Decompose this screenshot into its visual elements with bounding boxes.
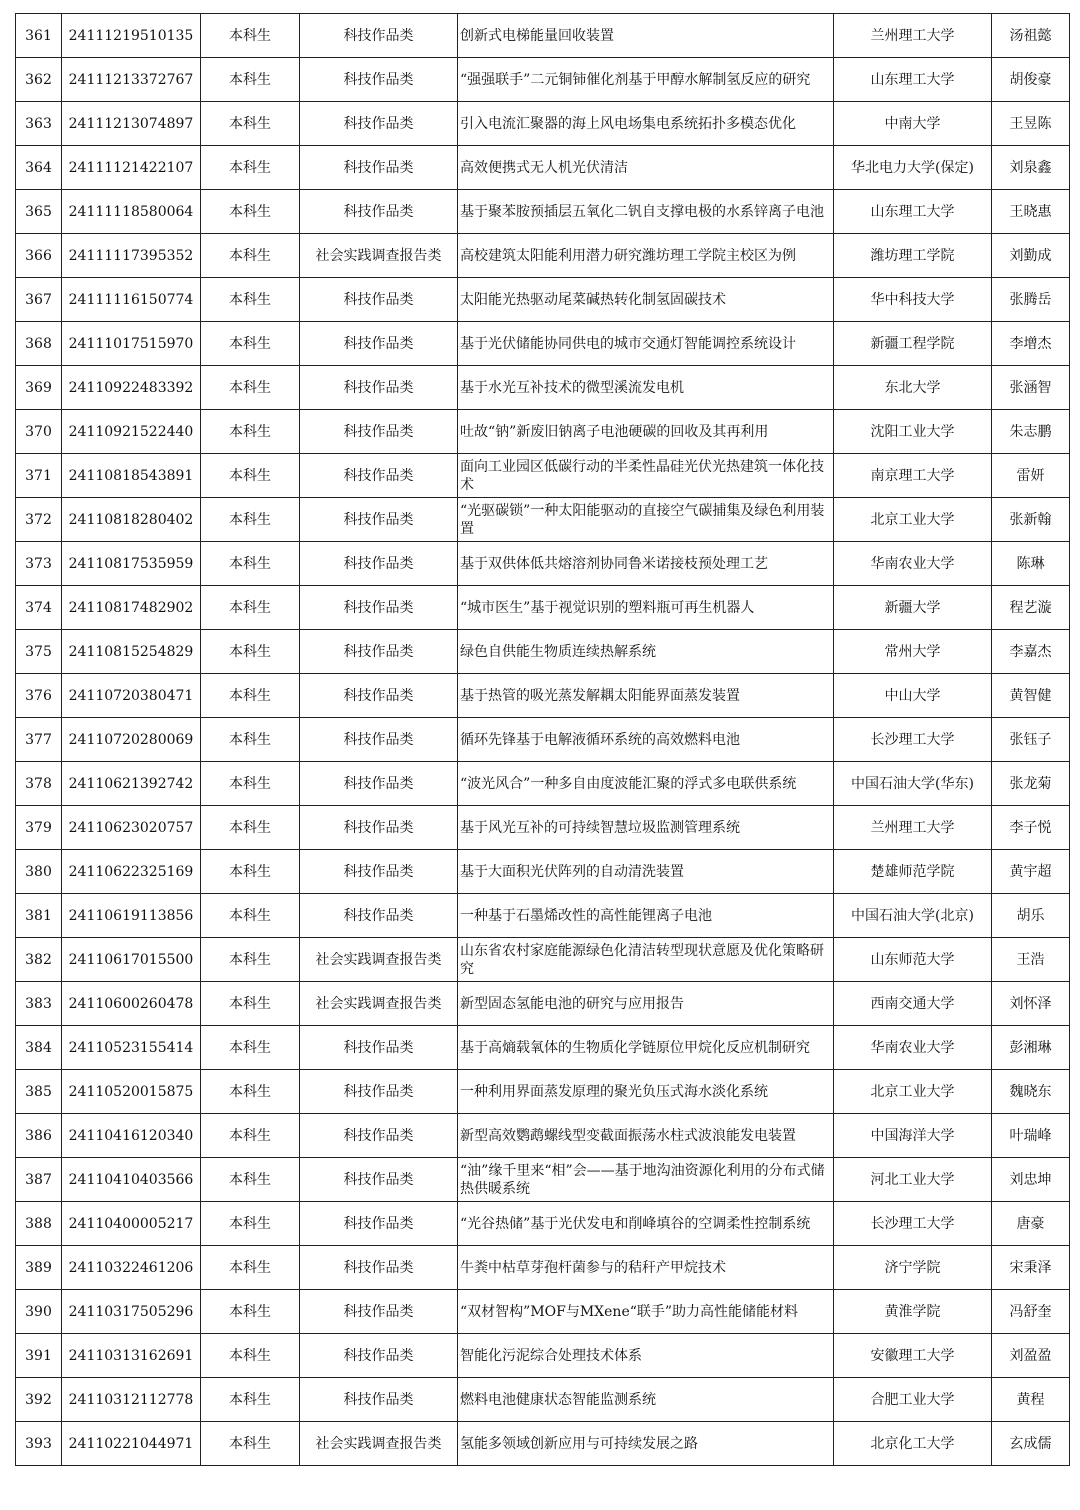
project-id-cell: 24110623020757 <box>62 806 201 850</box>
leader-name-cell: 唐豪 <box>992 1202 1070 1246</box>
project-id-cell: 24110317505296 <box>62 1290 201 1334</box>
table-row <box>16 1290 1070 1334</box>
student-level-cell: 本科生 <box>201 1114 300 1158</box>
category-cell: 科技作品类 <box>300 102 458 146</box>
category-cell: 科技作品类 <box>300 366 458 410</box>
school-cell: 华南农业大学 <box>834 1026 992 1070</box>
student-level-cell: 本科生 <box>201 1070 300 1114</box>
project-id-cell: 24111118580064 <box>62 190 201 234</box>
school-cell: 中国石油大学(北京) <box>834 894 992 938</box>
leader-name-cell: 王晓惠 <box>992 190 1070 234</box>
project-id-cell: 24110922483392 <box>62 366 201 410</box>
row-number-cell: 374 <box>16 586 62 630</box>
school-cell: 北京工业大学 <box>834 1070 992 1114</box>
leader-name-cell: 玄成儒 <box>992 1422 1070 1466</box>
category-cell: 科技作品类 <box>300 586 458 630</box>
table-row <box>16 630 1070 674</box>
leader-name-cell: 刘勤成 <box>992 234 1070 278</box>
student-level-cell: 本科生 <box>201 718 300 762</box>
row-number-cell: 365 <box>16 190 62 234</box>
table-row <box>16 102 1070 146</box>
leader-name-cell: 王浩 <box>992 938 1070 982</box>
project-id-cell: 24110221044971 <box>62 1422 201 1466</box>
project-id-cell: 24111116150774 <box>62 278 201 322</box>
school-cell: 山东理工大学 <box>834 58 992 102</box>
project-id-cell: 24110815254829 <box>62 630 201 674</box>
leader-name-cell: 刘盈盈 <box>992 1334 1070 1378</box>
project-id-cell: 24110410403566 <box>62 1158 201 1202</box>
school-cell: 安徽理工大学 <box>834 1334 992 1378</box>
school-cell: 兰州理工大学 <box>834 806 992 850</box>
category-cell: 科技作品类 <box>300 410 458 454</box>
row-number-cell: 364 <box>16 146 62 190</box>
category-cell: 科技作品类 <box>300 1202 458 1246</box>
leader-name-cell: 黄宇超 <box>992 850 1070 894</box>
leader-name-cell: 李子悦 <box>992 806 1070 850</box>
student-level-cell: 本科生 <box>201 366 300 410</box>
project-id-cell: 24110818543891 <box>62 454 201 498</box>
category-cell: 科技作品类 <box>300 14 458 58</box>
table-row <box>16 1246 1070 1290</box>
project-title-cell: “强强联手”二元铜铈催化剂基于甲醇水解制氢反应的研究 <box>458 58 834 102</box>
table-row <box>16 674 1070 718</box>
project-title-cell: 基于风光互补的可持续智慧垃圾监测管理系统 <box>458 806 834 850</box>
row-number-cell: 389 <box>16 1246 62 1290</box>
leader-name-cell: 彭湘琳 <box>992 1026 1070 1070</box>
row-number-cell: 373 <box>16 542 62 586</box>
category-cell: 科技作品类 <box>300 1114 458 1158</box>
leader-name-cell: 张钰子 <box>992 718 1070 762</box>
project-id-cell: 24110921522440 <box>62 410 201 454</box>
row-number-cell: 375 <box>16 630 62 674</box>
table-row <box>16 806 1070 850</box>
row-number-cell: 371 <box>16 454 62 498</box>
table-row <box>16 278 1070 322</box>
category-cell: 科技作品类 <box>300 1070 458 1114</box>
row-number-cell: 382 <box>16 938 62 982</box>
school-cell: 山东理工大学 <box>834 190 992 234</box>
school-cell: 中国石油大学(华东) <box>834 762 992 806</box>
school-cell: 北京工业大学 <box>834 498 992 542</box>
school-cell: 长沙理工大学 <box>834 1202 992 1246</box>
school-cell: 东北大学 <box>834 366 992 410</box>
table-row <box>16 1422 1070 1466</box>
category-cell: 科技作品类 <box>300 762 458 806</box>
leader-name-cell: 朱志鹏 <box>992 410 1070 454</box>
row-number-cell: 372 <box>16 498 62 542</box>
row-number-cell: 369 <box>16 366 62 410</box>
school-cell: 河北工业大学 <box>834 1158 992 1202</box>
student-level-cell: 本科生 <box>201 1158 300 1202</box>
category-cell: 科技作品类 <box>300 1026 458 1070</box>
school-cell: 中山大学 <box>834 674 992 718</box>
row-number-cell: 391 <box>16 1334 62 1378</box>
table-row <box>16 1070 1070 1114</box>
row-number-cell: 367 <box>16 278 62 322</box>
school-cell: 济宁学院 <box>834 1246 992 1290</box>
project-id-cell: 24111121422107 <box>62 146 201 190</box>
school-cell: 楚雄师范学院 <box>834 850 992 894</box>
project-title-cell: 氢能多领域创新应用与可持续发展之路 <box>458 1422 834 1466</box>
category-cell: 科技作品类 <box>300 498 458 542</box>
table-row <box>16 14 1070 58</box>
project-title-cell: 基于聚苯胺预插层五氧化二钒自支撑电极的水系锌离子电池 <box>458 190 834 234</box>
leader-name-cell: 魏晓东 <box>992 1070 1070 1114</box>
table-row <box>16 366 1070 410</box>
project-id-cell: 24110622325169 <box>62 850 201 894</box>
table-row <box>16 454 1070 498</box>
category-cell: 社会实践调查报告类 <box>300 982 458 1026</box>
project-id-cell: 24110322461206 <box>62 1246 201 1290</box>
student-level-cell: 本科生 <box>201 14 300 58</box>
project-id-cell: 24110720380471 <box>62 674 201 718</box>
student-level-cell: 本科生 <box>201 1026 300 1070</box>
project-title-cell: 太阳能光热驱动尾菜碱热转化制氢固碳技术 <box>458 278 834 322</box>
project-id-cell: 24110400005217 <box>62 1202 201 1246</box>
school-cell: 西南交通大学 <box>834 982 992 1026</box>
project-id-cell: 24111017515970 <box>62 322 201 366</box>
row-number-cell: 392 <box>16 1378 62 1422</box>
leader-name-cell: 张涵智 <box>992 366 1070 410</box>
school-cell: 中南大学 <box>834 102 992 146</box>
project-title-cell: 新型固态氢能电池的研究与应用报告 <box>458 982 834 1026</box>
table-body <box>16 14 1070 1466</box>
project-title-cell: 高效便携式无人机光伏清洁 <box>458 146 834 190</box>
school-cell: 山东师范大学 <box>834 938 992 982</box>
project-id-cell: 24111213074897 <box>62 102 201 146</box>
category-cell: 科技作品类 <box>300 190 458 234</box>
student-level-cell: 本科生 <box>201 58 300 102</box>
table-row <box>16 234 1070 278</box>
category-cell: 科技作品类 <box>300 1378 458 1422</box>
project-id-cell: 24110313162691 <box>62 1334 201 1378</box>
project-title-cell: 引入电流汇聚器的海上风电场集电系统拓扑多模态优化 <box>458 102 834 146</box>
project-title-cell: 创新式电梯能量回收装置 <box>458 14 834 58</box>
project-title-cell: 山东省农村家庭能源绿色化清洁转型现状意愿及优化策略研究 <box>458 938 834 982</box>
leader-name-cell: 张腾岳 <box>992 278 1070 322</box>
leader-name-cell: 雷妍 <box>992 454 1070 498</box>
leader-name-cell: 胡乐 <box>992 894 1070 938</box>
student-level-cell: 本科生 <box>201 850 300 894</box>
table-row <box>16 190 1070 234</box>
student-level-cell: 本科生 <box>201 1422 300 1466</box>
student-level-cell: 本科生 <box>201 938 300 982</box>
project-title-cell: “波光风合”一种多自由度波能汇聚的浮式多电联供系统 <box>458 762 834 806</box>
table-row <box>16 58 1070 102</box>
row-number-cell: 390 <box>16 1290 62 1334</box>
student-level-cell: 本科生 <box>201 146 300 190</box>
school-cell: 北京化工大学 <box>834 1422 992 1466</box>
project-title-cell: 基于高熵载氧体的生物质化学链原位甲烷化反应机制研究 <box>458 1026 834 1070</box>
row-number-cell: 362 <box>16 58 62 102</box>
category-cell: 科技作品类 <box>300 454 458 498</box>
table-row <box>16 762 1070 806</box>
category-cell: 科技作品类 <box>300 1334 458 1378</box>
student-level-cell: 本科生 <box>201 410 300 454</box>
category-cell: 科技作品类 <box>300 850 458 894</box>
row-number-cell: 381 <box>16 894 62 938</box>
table-row <box>16 498 1070 542</box>
project-id-cell: 24110416120340 <box>62 1114 201 1158</box>
table-row <box>16 586 1070 630</box>
table-row <box>16 1114 1070 1158</box>
project-title-cell: “油”缘千里来“相”会——基于地沟油资源化利用的分布式储热供暖系统 <box>458 1158 834 1202</box>
student-level-cell: 本科生 <box>201 806 300 850</box>
project-id-cell: 24110817482902 <box>62 586 201 630</box>
project-title-cell: “光驱碳锁”一种太阳能驱动的直接空气碳捕集及绿色利用装置 <box>458 498 834 542</box>
project-id-cell: 24111117395352 <box>62 234 201 278</box>
project-id-cell: 24110720280069 <box>62 718 201 762</box>
row-number-cell: 388 <box>16 1202 62 1246</box>
row-number-cell: 386 <box>16 1114 62 1158</box>
category-cell: 科技作品类 <box>300 894 458 938</box>
student-level-cell: 本科生 <box>201 1334 300 1378</box>
project-id-cell: 24110520015875 <box>62 1070 201 1114</box>
table-row <box>16 1026 1070 1070</box>
leader-name-cell: 张龙菊 <box>992 762 1070 806</box>
row-number-cell: 379 <box>16 806 62 850</box>
leader-name-cell: 黄程 <box>992 1378 1070 1422</box>
category-cell: 科技作品类 <box>300 542 458 586</box>
project-id-cell: 24110621392742 <box>62 762 201 806</box>
category-cell: 科技作品类 <box>300 1246 458 1290</box>
student-level-cell: 本科生 <box>201 234 300 278</box>
leader-name-cell: 王昱陈 <box>992 102 1070 146</box>
row-number-cell: 378 <box>16 762 62 806</box>
project-title-cell: 一种基于石墨烯改性的高性能锂离子电池 <box>458 894 834 938</box>
school-cell: 常州大学 <box>834 630 992 674</box>
category-cell: 科技作品类 <box>300 58 458 102</box>
student-level-cell: 本科生 <box>201 762 300 806</box>
project-title-cell: 智能化污泥综合处理技术体系 <box>458 1334 834 1378</box>
category-cell: 科技作品类 <box>300 278 458 322</box>
project-id-cell: 24110600260478 <box>62 982 201 1026</box>
project-title-cell: “光谷热储”基于光伏发电和削峰填谷的空调柔性控制系统 <box>458 1202 834 1246</box>
leader-name-cell: 冯舒奎 <box>992 1290 1070 1334</box>
table-row <box>16 410 1070 454</box>
project-title-cell: 新型高效鹦鹉螺线型变截面振荡水柱式波浪能发电装置 <box>458 1114 834 1158</box>
school-cell: 华北电力大学(保定) <box>834 146 992 190</box>
school-cell: 中国海洋大学 <box>834 1114 992 1158</box>
project-title-cell: 燃料电池健康状态智能监测系统 <box>458 1378 834 1422</box>
student-level-cell: 本科生 <box>201 190 300 234</box>
table-row <box>16 542 1070 586</box>
category-cell: 社会实践调查报告类 <box>300 1422 458 1466</box>
row-number-cell: 366 <box>16 234 62 278</box>
school-cell: 长沙理工大学 <box>834 718 992 762</box>
school-cell: 沈阳工业大学 <box>834 410 992 454</box>
project-title-cell: 基于双供体低共熔溶剂协同鲁米诺接枝预处理工艺 <box>458 542 834 586</box>
row-number-cell: 361 <box>16 14 62 58</box>
leader-name-cell: 汤祖懿 <box>992 14 1070 58</box>
school-cell: 合肥工业大学 <box>834 1378 992 1422</box>
student-level-cell: 本科生 <box>201 586 300 630</box>
leader-name-cell: 程艺漩 <box>992 586 1070 630</box>
school-cell: 南京理工大学 <box>834 454 992 498</box>
category-cell: 科技作品类 <box>300 674 458 718</box>
leader-name-cell: 刘忠坤 <box>992 1158 1070 1202</box>
project-title-cell: 基于热管的吸光蒸发解耦太阳能界面蒸发装置 <box>458 674 834 718</box>
category-cell: 科技作品类 <box>300 146 458 190</box>
student-level-cell: 本科生 <box>201 498 300 542</box>
row-number-cell: 393 <box>16 1422 62 1466</box>
project-title-cell: 绿色自供能生物质连续热解系统 <box>458 630 834 674</box>
project-id-cell: 24110312112778 <box>62 1378 201 1422</box>
leader-name-cell: 陈琳 <box>992 542 1070 586</box>
school-cell: 华中科技大学 <box>834 278 992 322</box>
category-cell: 科技作品类 <box>300 718 458 762</box>
school-cell: 新疆工程学院 <box>834 322 992 366</box>
leader-name-cell: 李增杰 <box>992 322 1070 366</box>
row-number-cell: 368 <box>16 322 62 366</box>
row-number-cell: 384 <box>16 1026 62 1070</box>
project-id-cell: 24110817535959 <box>62 542 201 586</box>
project-id-cell: 24110523155414 <box>62 1026 201 1070</box>
leader-name-cell: 叶瑞峰 <box>992 1114 1070 1158</box>
table-row <box>16 894 1070 938</box>
category-cell: 科技作品类 <box>300 806 458 850</box>
school-cell: 华南农业大学 <box>834 542 992 586</box>
school-cell: 兰州理工大学 <box>834 14 992 58</box>
project-title-cell: “双材智构”MOF与MXene“联手”助力高性能储能材料 <box>458 1290 834 1334</box>
leader-name-cell: 黄智健 <box>992 674 1070 718</box>
leader-name-cell: 宋秉泽 <box>992 1246 1070 1290</box>
project-title-cell: 一种利用界面蒸发原理的聚光负压式海水淡化系统 <box>458 1070 834 1114</box>
row-number-cell: 370 <box>16 410 62 454</box>
category-cell: 科技作品类 <box>300 322 458 366</box>
leader-name-cell: 李嘉杰 <box>992 630 1070 674</box>
school-cell: 黄淮学院 <box>834 1290 992 1334</box>
project-id-cell: 24110619113856 <box>62 894 201 938</box>
student-level-cell: 本科生 <box>201 1246 300 1290</box>
row-number-cell: 385 <box>16 1070 62 1114</box>
category-cell: 社会实践调查报告类 <box>300 938 458 982</box>
student-level-cell: 本科生 <box>201 278 300 322</box>
student-level-cell: 本科生 <box>201 1202 300 1246</box>
project-id-cell: 24111219510135 <box>62 14 201 58</box>
project-title-cell: 牛粪中枯草芽孢杆菌参与的秸秆产甲烷技术 <box>458 1246 834 1290</box>
table-row <box>16 1158 1070 1202</box>
category-cell: 科技作品类 <box>300 1158 458 1202</box>
student-level-cell: 本科生 <box>201 102 300 146</box>
row-number-cell: 377 <box>16 718 62 762</box>
project-title-cell: 基于大面积光伏阵列的自动清洗装置 <box>458 850 834 894</box>
student-level-cell: 本科生 <box>201 982 300 1026</box>
category-cell: 科技作品类 <box>300 630 458 674</box>
table-row <box>16 938 1070 982</box>
table-row <box>16 1202 1070 1246</box>
project-id-cell: 24111213372767 <box>62 58 201 102</box>
leader-name-cell: 张新翰 <box>992 498 1070 542</box>
student-level-cell: 本科生 <box>201 1378 300 1422</box>
project-title-cell: 循环先锋基于电解液循环系统的高效燃料电池 <box>458 718 834 762</box>
category-cell: 社会实践调查报告类 <box>300 234 458 278</box>
row-number-cell: 376 <box>16 674 62 718</box>
project-title-cell: 基于水光互补技术的微型溪流发电机 <box>458 366 834 410</box>
leader-name-cell: 刘泉鑫 <box>992 146 1070 190</box>
row-number-cell: 383 <box>16 982 62 1026</box>
row-number-cell: 387 <box>16 1158 62 1202</box>
row-number-cell: 380 <box>16 850 62 894</box>
student-level-cell: 本科生 <box>201 454 300 498</box>
category-cell: 科技作品类 <box>300 1290 458 1334</box>
school-cell: 潍坊理工学院 <box>834 234 992 278</box>
table-row <box>16 1334 1070 1378</box>
table-row <box>16 850 1070 894</box>
leader-name-cell: 胡俊豪 <box>992 58 1070 102</box>
school-cell: 新疆大学 <box>834 586 992 630</box>
student-level-cell: 本科生 <box>201 674 300 718</box>
table-row <box>16 982 1070 1026</box>
project-title-cell: 基于光伏储能协同供电的城市交通灯智能调控系统设计 <box>458 322 834 366</box>
table-row <box>16 1378 1070 1422</box>
table-row <box>16 718 1070 762</box>
student-level-cell: 本科生 <box>201 1290 300 1334</box>
table-row <box>16 146 1070 190</box>
project-title-cell: 吐故“钠”新废旧钠离子电池硬碳的回收及其再利用 <box>458 410 834 454</box>
student-level-cell: 本科生 <box>201 894 300 938</box>
student-level-cell: 本科生 <box>201 322 300 366</box>
project-id-cell: 24110617015500 <box>62 938 201 982</box>
row-number-cell: 363 <box>16 102 62 146</box>
table-row <box>16 322 1070 366</box>
leader-name-cell: 刘怀泽 <box>992 982 1070 1026</box>
project-title-cell: 高校建筑太阳能利用潜力研究潍坊理工学院主校区为例 <box>458 234 834 278</box>
student-level-cell: 本科生 <box>201 630 300 674</box>
project-table <box>15 13 1070 1466</box>
student-level-cell: 本科生 <box>201 542 300 586</box>
project-title-cell: “城市医生”基于视觉识别的塑料瓶可再生机器人 <box>458 586 834 630</box>
project-id-cell: 24110818280402 <box>62 498 201 542</box>
project-title-cell: 面向工业园区低碳行动的半柔性晶硅光伏光热建筑一体化技术 <box>458 454 834 498</box>
